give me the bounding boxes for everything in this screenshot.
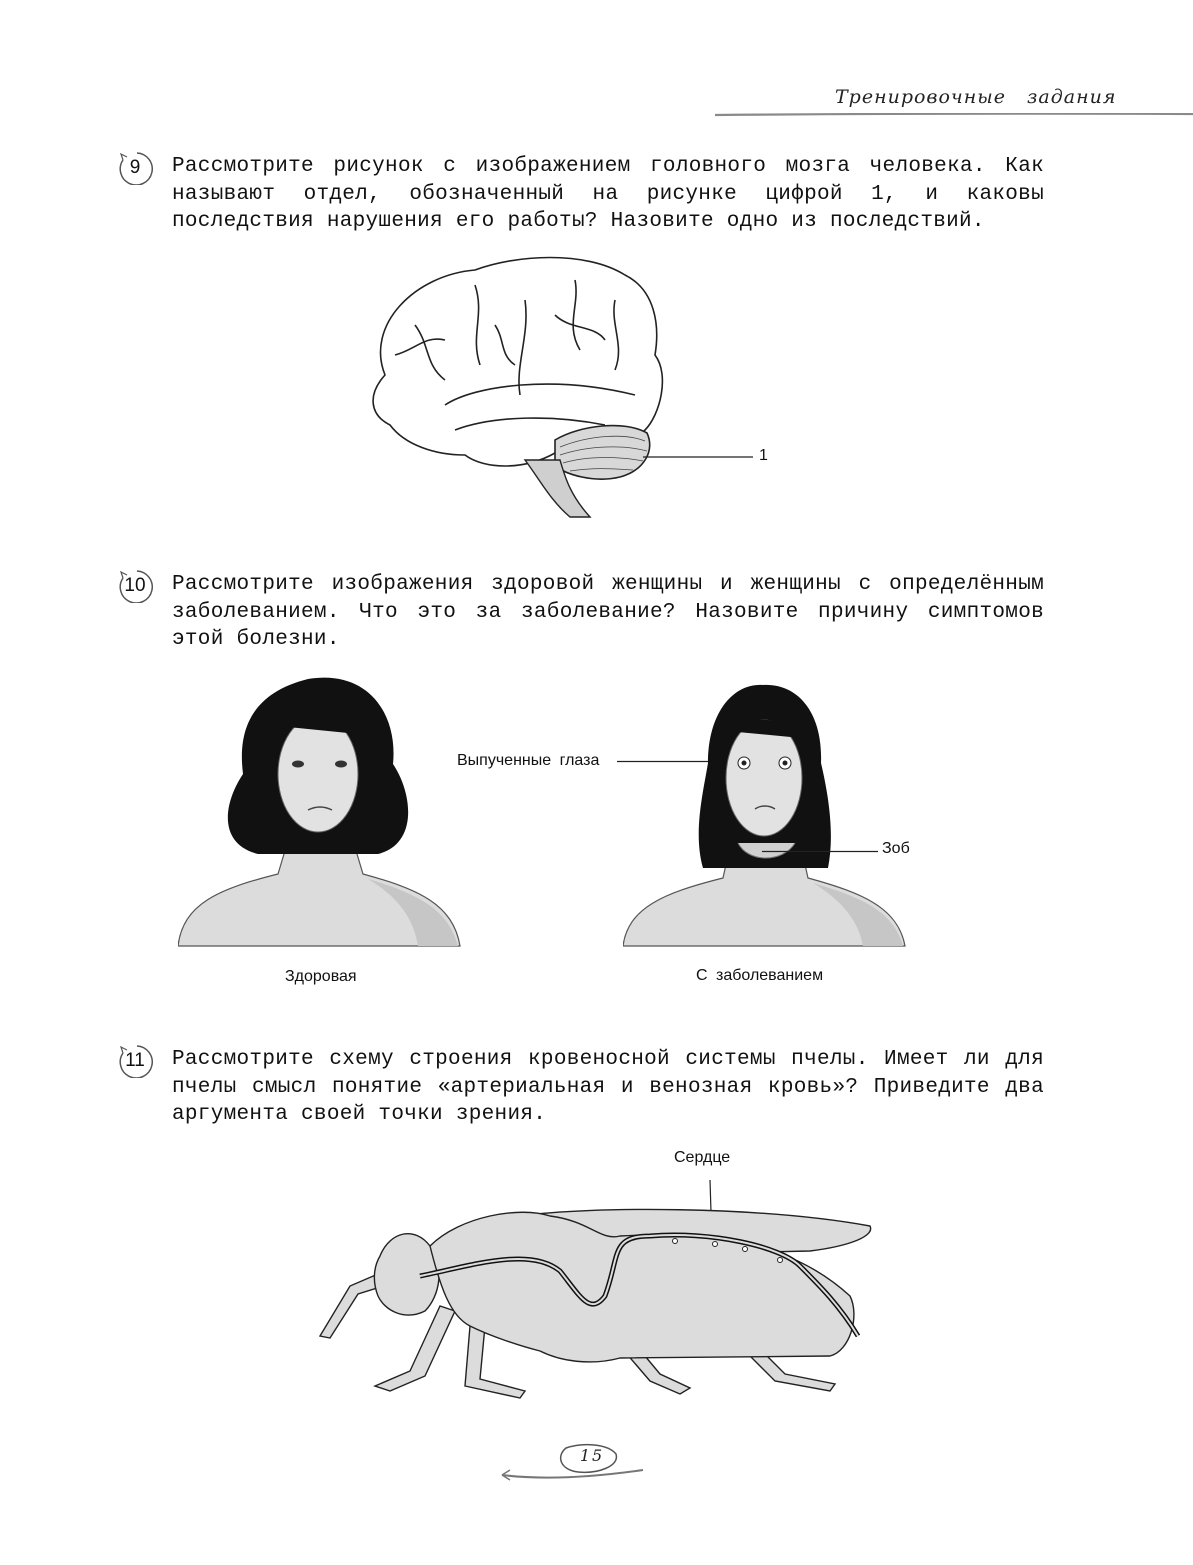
label-goiter: Зоб: [882, 840, 910, 857]
bee-circulatory-diagram: [290, 1176, 875, 1401]
task-10-text: Рассмотрите изображения здоровой женщины и женщины с определённым заболеванием. Что это за заболевание? Назовите причину симптомов этой болезни.: [172, 573, 1044, 651]
task-9-text: Рассмотрите рисунок с изображением головного мозга человека. Как называют отдел, обозначенный на рисунке цифрой 1, и каковы последствия нарушения его работы? Назовите одно из последствий.: [172, 155, 1044, 233]
brain-label-1: 1: [759, 447, 768, 464]
header-rule: [715, 113, 1193, 117]
pointer-line-goiter: [762, 850, 878, 853]
page-number: 15: [579, 1446, 605, 1465]
brain-illustration: [355, 255, 775, 520]
task-number-badge-10: 10: [117, 569, 155, 603]
task-number-badge-11: 11: [117, 1044, 155, 1078]
healthy-woman-illustration: [178, 674, 462, 950]
label-heart: Сердце: [674, 1149, 731, 1166]
sick-woman-illustration: [623, 683, 907, 950]
task-number-badge-9: 9: [117, 151, 155, 185]
task-11-text: Рассмотрите схему строения кровеносной системы пчелы. Имеет ли для пчелы смысл понятие «артериальная и венозная кровь»? Приведите два аргумента своей точки зрения.: [172, 1048, 1044, 1126]
caption-with-disease: С заболеванием: [696, 967, 824, 984]
label-bulging-eyes: Выпученные глаза: [457, 752, 600, 769]
caption-healthy: Здоровая: [285, 968, 357, 985]
running-header: Тренировочные задания: [835, 86, 1117, 108]
